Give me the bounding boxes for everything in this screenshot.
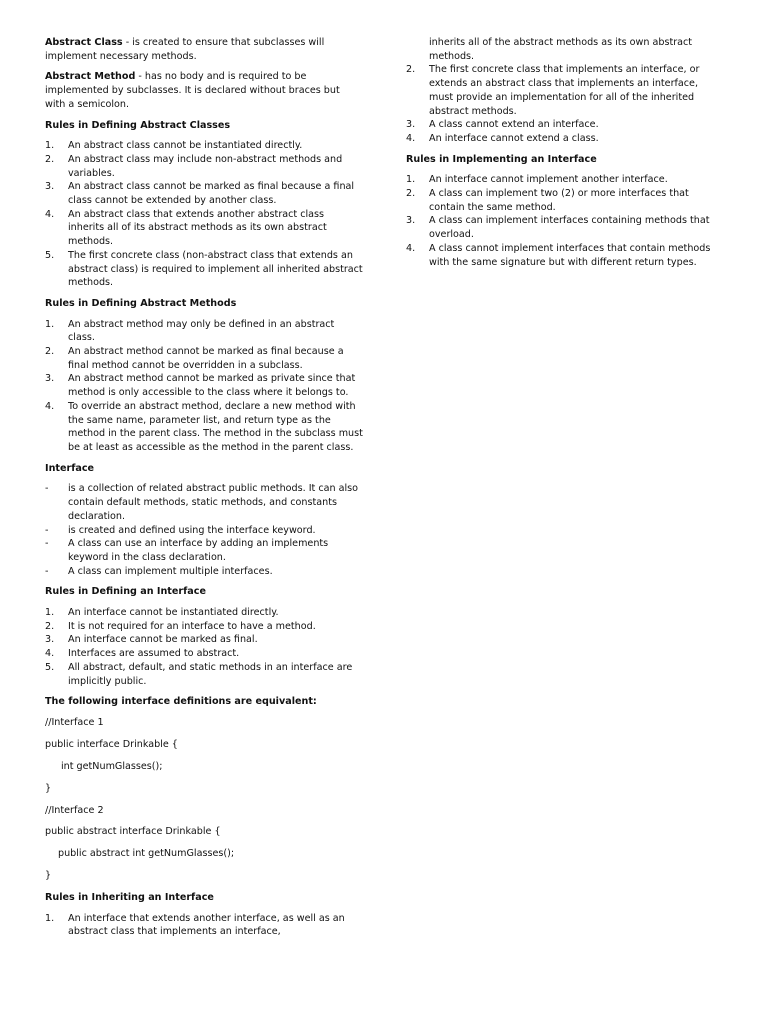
list-marker: - (45, 538, 49, 550)
list-item (45, 482, 363, 523)
list-item-text: To override an abstract method, declare a new method with the same name, parameter list, and return type as the method in the parent class. The method in the subclass must be at least as accessible as the method in the parent class. (68, 400, 363, 453)
list-marker: 2. (45, 620, 55, 632)
section-heading: Rules in Inheriting an Interface (45, 892, 214, 904)
list-item-text: The first concrete class (non-abstract class that extends an abstract class) is required to implement all inherited abstract methods. (68, 249, 363, 289)
list-marker: - (45, 565, 49, 577)
interface-inheritance-rules-list (45, 912, 363, 939)
definition-text: - has no body and is required to be implemented by subclasses. It is declared without braces but with a semicolon. (45, 71, 340, 110)
section-heading: Rules in Defining Abstract Classes (45, 119, 231, 131)
list-item (406, 187, 722, 214)
list-item (406, 36, 722, 63)
list-item (45, 524, 363, 538)
section-heading: Rules in Implementing an Interface (406, 153, 597, 165)
list-item-text: is a collection of related abstract public methods. It can also contain default methods, static methods, and constants declaration. (68, 483, 359, 522)
right-column (406, 36, 722, 276)
list-marker: 5. (45, 661, 55, 673)
list-item-text: An abstract class cannot be marked as final because a final class cannot be extended by another class. (68, 181, 355, 207)
list-item (45, 620, 363, 634)
list-item-text: An abstract class may include non-abstract methods and variables. (68, 153, 343, 179)
list-marker: 4. (45, 400, 55, 412)
list-item (45, 565, 363, 579)
list-item (45, 647, 363, 661)
interface-definition-rules-list (45, 606, 363, 688)
code-line: int getNumGlasses(); (61, 760, 163, 772)
list-marker: - (45, 524, 49, 536)
left-column (45, 36, 363, 946)
list-item (45, 606, 363, 620)
list-item (406, 242, 722, 269)
list-marker: 4. (406, 132, 416, 144)
list-marker: 3. (45, 634, 55, 646)
list-marker: - (45, 483, 49, 495)
list-marker: 4. (45, 648, 55, 660)
code-comment: //Interface 1 (45, 716, 104, 728)
list-item (406, 63, 722, 118)
list-item-text: An interface cannot be marked as final. (68, 634, 258, 646)
list-marker: 3. (406, 119, 416, 131)
list-item (45, 400, 363, 455)
list-item (45, 208, 363, 249)
list-item-text: Interfaces are assumed to abstract. (68, 648, 240, 660)
list-marker: 2. (406, 188, 416, 200)
abstract-class-rules-list (45, 139, 363, 290)
interface-description-list (45, 482, 363, 578)
list-item-text: An abstract method cannot be marked as private since that method is only accessible to the class where it belongs to. (68, 373, 356, 399)
list-item-text: An abstract method may only be defined in an abstract class. (68, 318, 335, 344)
list-marker: 1. (45, 140, 55, 152)
interface-implementation-rules-list (406, 173, 722, 269)
code-line: public abstract interface Drinkable { (45, 826, 221, 838)
list-item-text: A class can implement multiple interfaces. (68, 565, 273, 577)
list-item (45, 661, 363, 688)
section-heading: Interface (45, 462, 95, 474)
code-line: } (45, 870, 52, 882)
list-marker: 1. (45, 912, 55, 924)
section-heading: Rules in Defining an Interface (45, 586, 206, 598)
list-item-text: inherits all of the abstract methods as its own abstract methods. (429, 37, 693, 62)
code-line: public abstract int getNumGlasses(); (58, 848, 235, 860)
list-item-text: All abstract, default, and static methods in an interface are implicitly public. (68, 661, 353, 687)
list-item-text: A class can use an interface by adding an implements keyword in the class declaration. (68, 538, 329, 563)
code-line: public interface Drinkable { (45, 738, 178, 750)
list-marker: 3. (406, 215, 416, 227)
list-item (406, 173, 722, 187)
list-item (45, 153, 363, 180)
list-item-text: It is not required for an interface to have a method. (68, 620, 316, 632)
list-item (45, 372, 363, 399)
list-item (45, 912, 363, 939)
list-item (45, 249, 363, 290)
list-item (45, 139, 363, 153)
list-marker: 4. (406, 242, 416, 254)
section-heading: Rules in Defining Abstract Methods (45, 297, 237, 309)
list-item-text: A class cannot extend an interface. (429, 119, 599, 131)
list-marker: 2. (406, 64, 416, 76)
list-item-text: is created and defined using the interface keyword. (68, 524, 316, 536)
abstract-class-definition (45, 36, 363, 63)
definition-text: - is created to ensure that subclasses will implement necessary methods. (45, 37, 325, 62)
interface-inheritance-rules-continued (406, 36, 722, 146)
term-label: Abstract Method (45, 71, 136, 83)
list-marker: 5. (45, 249, 55, 261)
term-label: Abstract Class (45, 37, 123, 48)
list-item-text: An abstract method cannot be marked as final because a final method cannot be overridden in a subclass. (68, 346, 344, 371)
section-heading: The following interface definitions are equivalent: (45, 696, 317, 708)
list-item-text: A class cannot implement interfaces that contain methods with the same signature but with different return types. (429, 242, 711, 268)
list-marker: 1. (45, 607, 55, 619)
list-item-text: An abstract class cannot be instantiated directly. (68, 140, 303, 152)
list-item (45, 318, 363, 345)
list-item (45, 345, 363, 372)
list-item-text: An interface cannot be instantiated directly. (68, 607, 279, 619)
list-marker: 3. (45, 181, 55, 193)
list-marker: 2. (45, 346, 55, 358)
code-line: } (45, 782, 52, 794)
list-marker: 1. (45, 318, 55, 330)
list-item-text: An abstract class that extends another abstract class inherits all of its abstract methods as its own abstract methods. (68, 208, 327, 248)
list-item (45, 537, 363, 564)
list-item-text: An interface cannot extend a class. (429, 132, 599, 144)
list-marker: 3. (45, 373, 55, 385)
abstract-method-definition (45, 70, 363, 111)
list-item-text: An interface that extends another interface, as well as an abstract class that implements an interface, (68, 912, 345, 938)
list-item (45, 180, 363, 207)
list-item-text: A class can implement two (2) or more interfaces that contain the same method. (429, 188, 689, 213)
list-item-text: An interface cannot implement another interface. (429, 174, 668, 186)
list-marker: 4. (45, 208, 55, 220)
abstract-method-rules-list (45, 318, 363, 455)
list-marker: 1. (406, 174, 416, 186)
list-item (406, 214, 722, 241)
list-item (406, 132, 722, 146)
code-comment: //Interface 2 (45, 804, 104, 816)
list-item (45, 633, 363, 647)
list-item-text: The first concrete class that implements an interface, or extends an abstract class that implements an interface, must provide an implementation for all of the inherited abstract methods. (429, 64, 700, 117)
list-marker: 2. (45, 153, 55, 165)
list-item-text: A class can implement interfaces containing methods that overload. (429, 215, 710, 241)
list-item (406, 118, 722, 132)
